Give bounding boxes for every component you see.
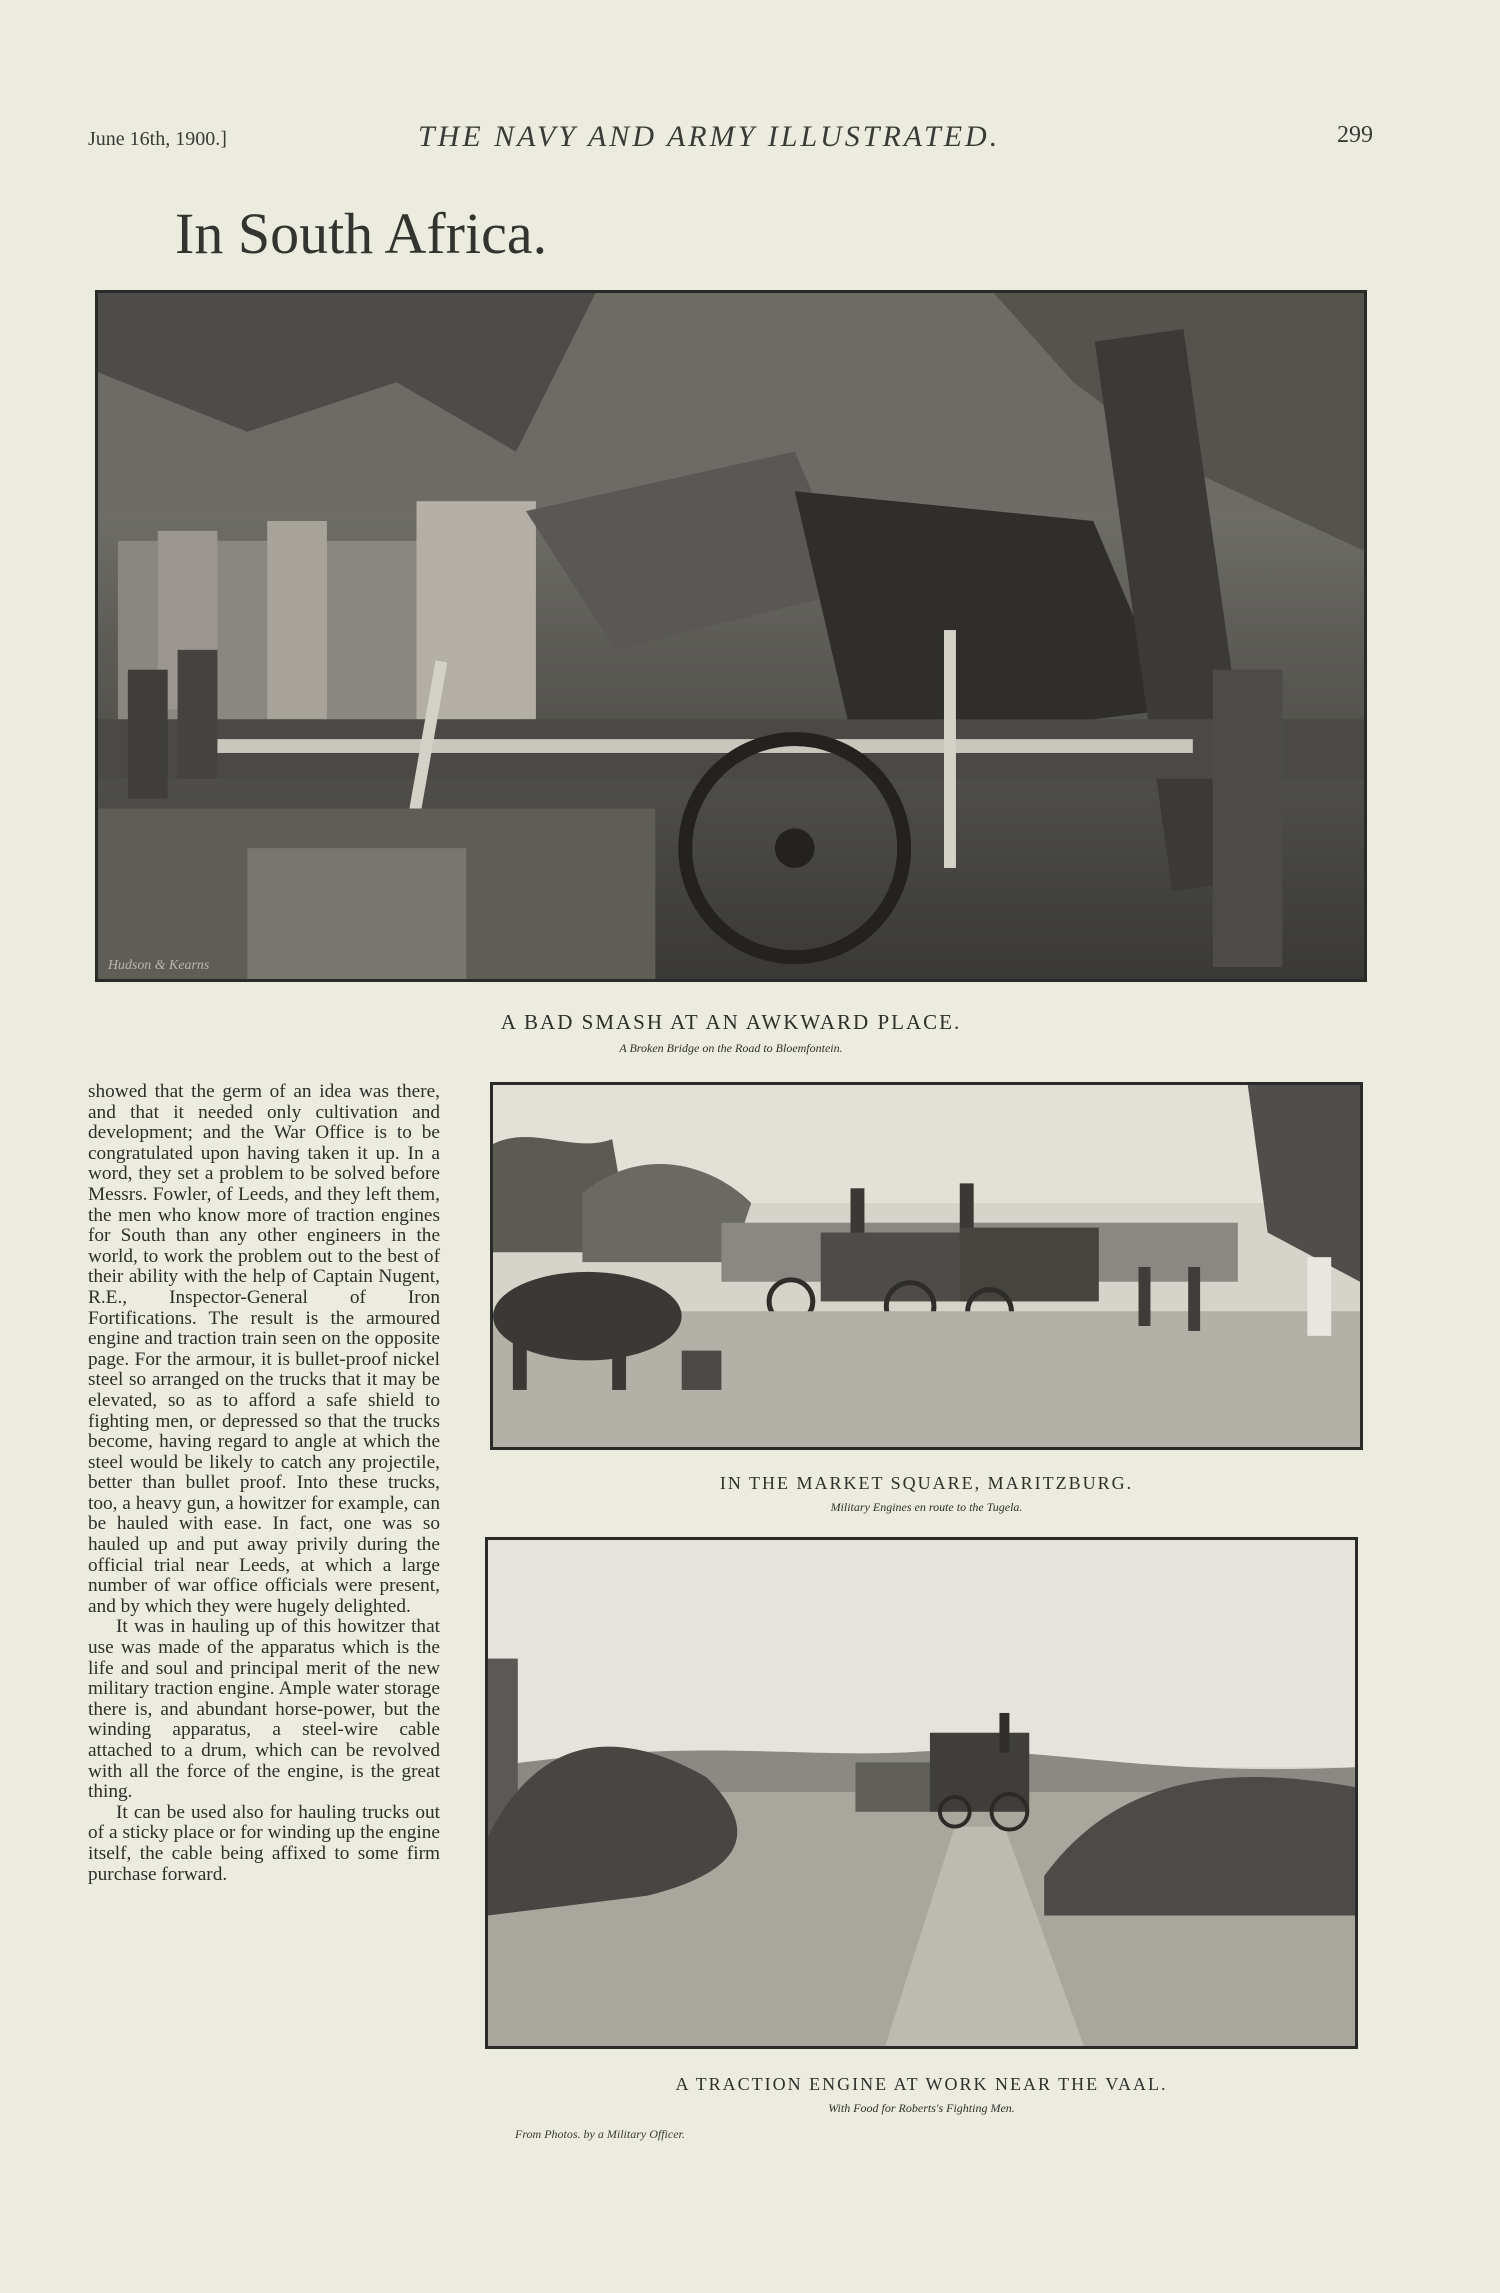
caption-subtitle: A Broken Bridge on the Road to Bloemfontein. — [619, 1041, 843, 1055]
running-header — [88, 120, 1373, 160]
traction-engine-image — [488, 1540, 1355, 2046]
broken-bridge-image — [98, 293, 1364, 979]
photo-credit: From Photos. by a Military Officer. — [515, 2127, 685, 2141]
article-paragraph: It was in hauling up of this howitzer that use was made of the apparatus which is the life and soul and principal merit of the new military traction engine. Ample water storage there is, and abundant horse-power, but the winding apparatus, a steel-wire cable attached to a drum, which can be revolved with all the force of the engine, is the great thing. — [88, 1616, 440, 1803]
photo-traction-engine — [485, 1537, 1358, 2049]
caption-broken-bridge — [95, 1010, 1367, 1056]
article-paragraph: It can be used also for hauling trucks out of a sticky place or for winding up the engine itself, the cable being affixed to some firm purchase forward. — [88, 1801, 440, 1885]
caption-title: A BAD SMASH AT AN AWKWARD PLACE. — [500, 1010, 962, 1034]
page-number: 299 — [1337, 122, 1373, 148]
article-paragraph: showed that the germ of an idea was there, and that it needed only cultivation and development; and the War Office is to be congratulated upon having taken it up. In a word, they set a problem to be solved before Messrs. Fowler, of Leeds, and they left them, the men who know more of traction engines for South than any other engineers in the world, to work the problem out to the best of their ability with the help of Captain Nugent, R.E., Inspector-General of Iron Fortifications. The result is the armoured engine and traction train seen on the opposite page. For the armour, it is bullet-proof nickel steel so arranged on the trucks that it may be elevated, so as to afford a safe shield to fighting men, or depressed so that the trucks become, having regard to angle at which the steel would be likely to catch any projectile, better than bullet proof. Into these trucks, too, a heavy gun, a howitzer for example, can be hauled with ease. In fact, one was so hauled up and put away privily during the official trial near Leeds, at which a large number of war office officials were present, and by which they were hugely delighted. — [88, 1081, 440, 1617]
photo-market-square — [490, 1082, 1363, 1450]
caption-subtitle: With Food for Roberts's Fighting Men. — [828, 2101, 1015, 2115]
caption-title: A TRACTION ENGINE AT WORK NEAR THE VAAL. — [675, 2074, 1168, 2094]
page-title: In South Africa. — [175, 201, 548, 266]
publication-title: THE NAVY AND ARMY ILLUSTRATED. — [418, 120, 1001, 153]
issue-date: June 16th, 1900.] — [88, 128, 227, 150]
caption-title: IN THE MARKET SQUARE, MARITZBURG. — [719, 1473, 1134, 1493]
market-square-image — [493, 1085, 1360, 1447]
photo-broken-bridge — [95, 290, 1367, 982]
caption-subtitle: Military Engines en route to the Tugela. — [830, 1500, 1023, 1514]
caption-traction-engine — [485, 2074, 1358, 2116]
caption-market-square — [490, 1473, 1363, 1515]
article-column — [88, 1082, 440, 1885]
photographer-watermark: Hudson & Kearns — [107, 958, 210, 974]
